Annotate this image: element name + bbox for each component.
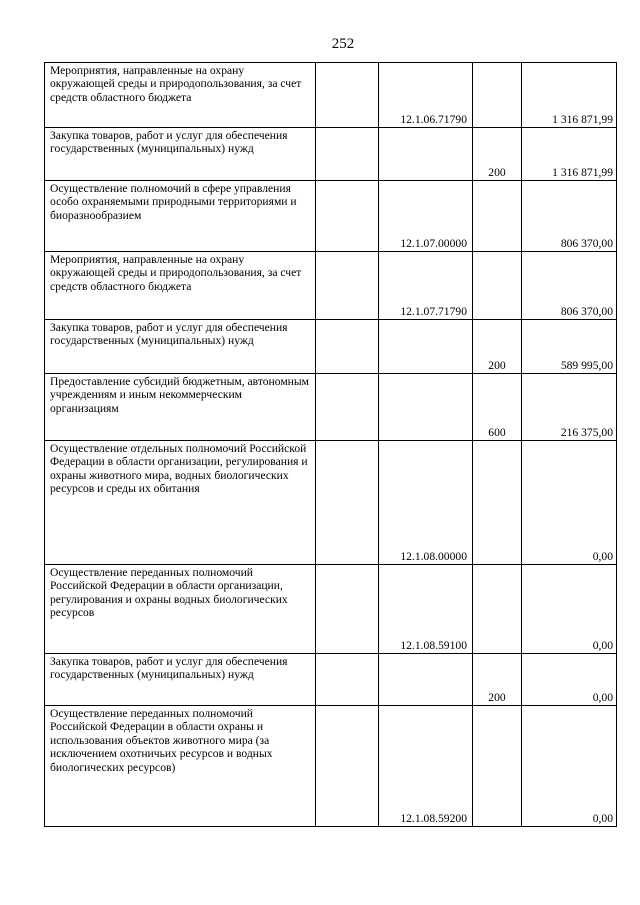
empty-cell [316, 181, 379, 252]
row-code-cell [379, 320, 473, 374]
row-type-cell [473, 252, 522, 320]
row-name-cell: Осуществление переданных полномочий Российской Федерации в области организации, регулирования и охраны водных биологических ресурсов [45, 565, 316, 654]
row-code-cell [379, 128, 473, 181]
row-type-cell [473, 63, 522, 128]
row-name-cell: Осуществление переданных полномочий Российской Федерации в области охраны и использования объектов животного мира (за исключением охотничьих ресурсов и водных биологических ресурсов) [45, 706, 316, 827]
row-amount-cell: 0,00 [522, 706, 617, 827]
row-amount-cell: 0,00 [522, 654, 617, 706]
row-code-cell [379, 654, 473, 706]
row-amount-cell: 806 370,00 [522, 252, 617, 320]
row-name-cell: Закупка товаров, работ и услуг для обеспечения государственных (муниципальных) нужд [45, 320, 316, 374]
row-type-cell [473, 441, 522, 565]
table-row [45, 63, 617, 128]
empty-cell [316, 128, 379, 181]
row-type-cell [473, 706, 522, 827]
row-type-cell: 200 [473, 654, 522, 706]
table-row [45, 252, 617, 320]
row-amount-cell: 589 995,00 [522, 320, 617, 374]
empty-cell [316, 706, 379, 827]
row-code-cell: 12.1.07.00000 [379, 181, 473, 252]
table-row [45, 565, 617, 654]
empty-cell [316, 63, 379, 128]
row-name-cell: Мероприятия, направленные на охрану окружающей среды и природопользования, за счет средств областного бюджета [45, 63, 316, 128]
row-type-cell: 200 [473, 320, 522, 374]
row-code-cell: 12.1.08.00000 [379, 441, 473, 565]
empty-cell [316, 320, 379, 374]
row-name-cell: Осуществление полномочий в сфере управления особо охраняемыми природными территориями и биоразнообразием [45, 181, 316, 252]
empty-cell [316, 565, 379, 654]
table-row [45, 441, 617, 565]
row-code-cell [379, 374, 473, 441]
row-amount-cell: 1 316 871,99 [522, 128, 617, 181]
row-amount-cell: 1 316 871,99 [522, 63, 617, 128]
empty-cell [316, 441, 379, 565]
row-code-cell: 12.1.06.71790 [379, 63, 473, 128]
table-row [45, 128, 617, 181]
page-number: 252 [331, 36, 355, 52]
table-row [45, 320, 617, 374]
row-name-cell: Мероприятия, направленные на охрану окружающей среды и природопользования, за счет средств областного бюджета [45, 252, 316, 320]
row-code-cell: 12.1.08.59100 [379, 565, 473, 654]
row-name-cell: Осуществление отдельных полномочий Российской Федерации в области организации, регулирования и охраны животного мира, водных биологических ресурсов и среды их обитания [45, 441, 316, 565]
budget-table [44, 62, 617, 827]
empty-cell [316, 374, 379, 441]
empty-cell [316, 252, 379, 320]
table-row [45, 374, 617, 441]
table-row [45, 181, 617, 252]
row-name-cell: Предоставление субсидий бюджетным, автономным учреждениям и иным некоммерческим организациям [45, 374, 316, 441]
row-type-cell [473, 565, 522, 654]
row-code-cell: 12.1.08.59200 [379, 706, 473, 827]
row-amount-cell: 216 375,00 [522, 374, 617, 441]
table-row [45, 706, 617, 827]
row-amount-cell: 806 370,00 [522, 181, 617, 252]
row-code-cell: 12.1.07.71790 [379, 252, 473, 320]
row-amount-cell: 0,00 [522, 565, 617, 654]
row-type-cell: 600 [473, 374, 522, 441]
row-type-cell: 200 [473, 128, 522, 181]
row-name-cell: Закупка товаров, работ и услуг для обеспечения государственных (муниципальных) нужд [45, 654, 316, 706]
row-name-cell: Закупка товаров, работ и услуг для обеспечения государственных (муниципальных) нужд [45, 128, 316, 181]
row-amount-cell: 0,00 [522, 441, 617, 565]
table-row [45, 654, 617, 706]
empty-cell [316, 654, 379, 706]
row-type-cell [473, 181, 522, 252]
